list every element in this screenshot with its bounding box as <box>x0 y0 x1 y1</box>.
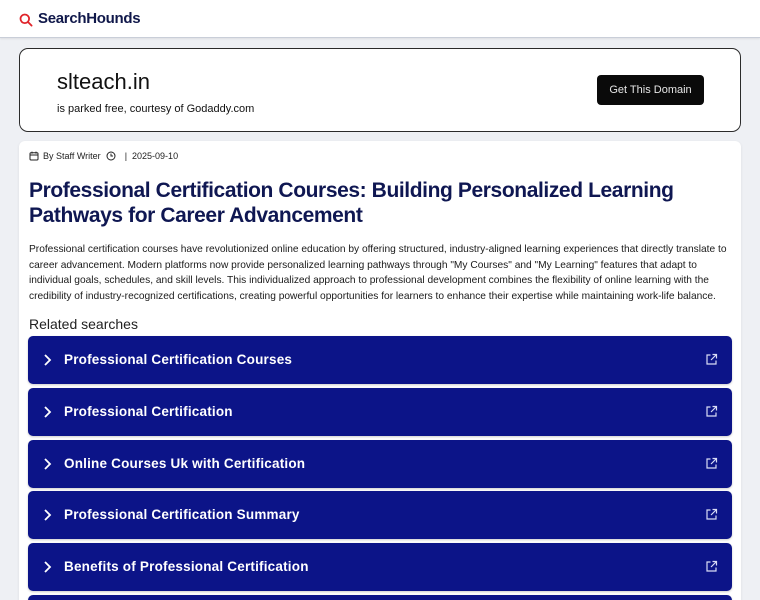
related-searches-heading: Related searches <box>29 316 138 332</box>
related-search-label: Benefits of Professional Certification <box>64 559 309 574</box>
chevron-right-icon <box>42 405 52 419</box>
external-link-icon <box>705 405 718 418</box>
external-link-icon <box>705 353 718 366</box>
domain-name: slteach.in <box>57 69 150 94</box>
calendar-icon <box>29 151 39 161</box>
logo-text: SearchHounds <box>38 10 141 27</box>
related-search-item[interactable] <box>28 543 732 591</box>
domain-banner <box>19 48 741 132</box>
get-domain-button[interactable]: Get This Domain <box>597 75 704 105</box>
publish-date: 2025-09-10 <box>132 151 179 161</box>
related-search-item[interactable] <box>28 440 732 488</box>
top-bar <box>0 0 760 38</box>
logo[interactable] <box>19 10 140 27</box>
external-link-icon <box>705 508 718 521</box>
related-search-label: Professional Certification Summary <box>64 507 300 523</box>
chevron-right-icon <box>42 457 52 471</box>
related-search-label: Online Courses Uk with Certification <box>64 455 306 471</box>
related-search-label: Professional Certification <box>64 403 233 419</box>
article-title: Professional Certification Courses: Building Personalized Learning Pathways for Career Advancement <box>29 179 674 227</box>
related-search-item-partial[interactable] <box>28 595 732 600</box>
related-search-item[interactable] <box>28 491 732 539</box>
external-link-icon <box>705 457 718 470</box>
author: By Staff Writer <box>43 151 101 161</box>
related-search-label: Professional Certification Courses <box>64 352 293 367</box>
chevron-right-icon <box>42 560 52 574</box>
chevron-right-icon <box>42 508 52 522</box>
article-body: Professional certification courses have revolutionized online education by offering structured, industry-aligned learning experiences that directly translate to career advancement. Modern platforms now provide personalized learning pathways through "My Courses" and "My Learning" features that adapt to individual goals, schedules, and skill levels. This individualized approach to professional development combines the flexibility of online learning with the credibility of industry-recognized certifications, creating powerful opportunities for learners to enhance their expertise while maintaining work-life balance. <box>29 244 727 302</box>
related-search-item[interactable] <box>28 336 732 384</box>
related-search-item[interactable] <box>28 388 732 436</box>
external-link-icon <box>705 560 718 573</box>
chevron-right-icon <box>42 353 52 367</box>
search-icon <box>19 13 33 27</box>
clock-icon <box>106 151 116 161</box>
related-searches-list <box>28 336 732 600</box>
domain-subtitle: is parked free, courtesy of Godaddy.com <box>57 103 255 115</box>
article-meta <box>29 151 178 161</box>
meta-separator: | <box>124 151 128 161</box>
article-card <box>19 141 741 600</box>
